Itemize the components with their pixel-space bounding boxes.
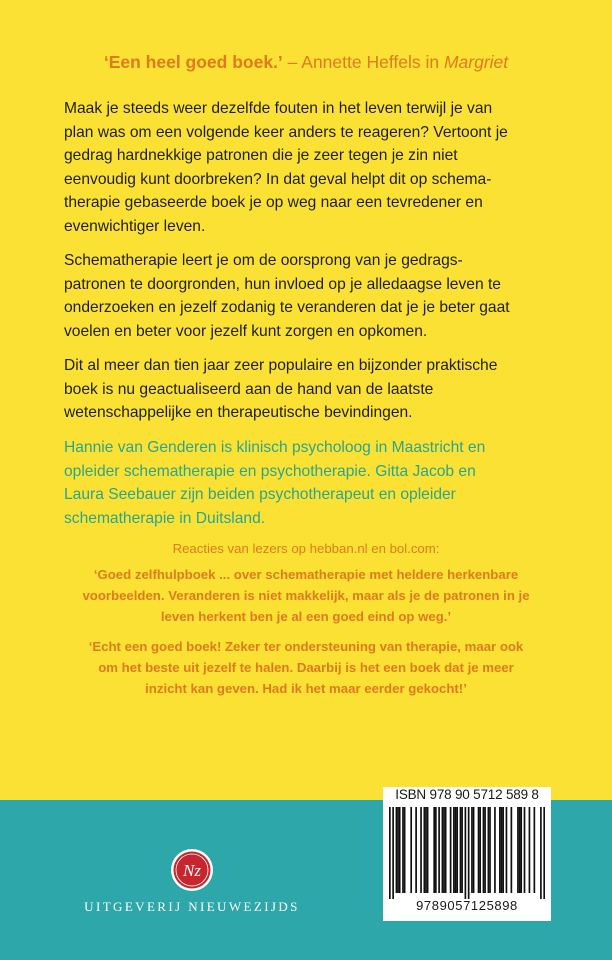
barcode-bar [471,807,473,893]
barcode-bar [445,807,447,893]
barcode-bar [460,807,462,893]
barcode-bar [453,807,455,893]
quote-source: Margriet [443,52,509,72]
quote-attribution: – Annette Heffels in [282,52,444,72]
barcode-bar [499,807,501,893]
barcode-bar [478,807,480,893]
reviews-heading: Reacties van lezers op hebban.nl en bol.com: [172,541,440,556]
text-line: ‘Goed zelfhulpboek ... over schematherapie met heldere herkenbare [93,567,519,582]
text-line: Maak je steeds weer dezelfde fouten in het leven terwijl je van [64,100,493,117]
text-line: Dit al meer dan tien jaar zeer populaire en bijzonder praktische [64,357,498,374]
barcode-bar [423,807,425,893]
barcode-bar [465,807,467,899]
text-line: voelen en beter voor jezelf kunt zorgen en opkomen. [64,322,428,340]
barcode-bar [396,807,398,893]
ean-number: 9789057125898 [416,898,518,913]
barcode-bar [397,807,399,893]
text-line: Schematherapie leert je om de oorsprong van je gedrags- [64,252,463,269]
text-line: opleider schematherapie en psychotherapie. Gitta Jacob en [64,462,476,480]
barcode-bar [534,807,536,893]
barcode-bar [433,807,435,893]
barcode-bars [389,807,545,899]
text-line: therapie gebaseerde boek je op weg naar een tevredener en [64,194,483,211]
text-line: inzicht kan geven. Had ik het maar eerder gekocht!’ [145,681,467,696]
text-line: om het beste uit jezelf te halen. Daarbij is het een boek dat je meer [98,660,514,675]
barcode-bar [399,807,401,893]
barcode-bar [479,807,481,893]
logo-monogram: Nz [183,861,201,880]
author-bio [64,436,554,530]
text-line: evenwichtiger leven. [64,217,206,235]
barcode-bar [484,807,486,893]
barcode-bar [519,807,521,893]
barcode-bar [450,807,452,893]
barcode-bar [506,807,508,893]
quote-text: ‘Een heel goed boek.’ [103,52,283,72]
text-line: schematherapie in Duitsland. [64,509,266,527]
barcode-bar [468,807,470,899]
barcode-bar [488,807,490,893]
barcode-bar [404,807,406,893]
text-line: voorbeelden. Veranderen is niet makkelijk, maar als je de patronen in je [82,588,530,603]
text-line: Hannie van Genderen is klinisch psycholoog in Maastricht en [64,439,486,456]
barcode-bar [473,807,475,893]
barcode-bar [402,807,404,893]
barcode-bar [540,807,542,899]
barcode-bar [415,807,417,893]
text-line: eenvoudig kunt doorbreken? In dat geval helpt dit op schema- [64,170,492,188]
publisher-logo-icon [170,848,214,892]
barcode-bar [392,807,394,899]
barcode-bar [494,807,496,893]
reader-review-2 [30,636,582,699]
barcode-bar [389,807,391,899]
text-line: leven herkent ben je al een goed eind op weg.’ [160,609,452,624]
barcode-bar [529,807,531,893]
text-line: Laura Seebauer zijn beiden psychotherapeut en opleider [64,486,456,503]
barcode-bar [435,807,437,893]
blurb-paragraph-2 [64,249,554,343]
barcode-bar [438,807,440,893]
barcode-bar [461,807,463,893]
barcode-bar [483,807,485,893]
blurb-paragraph-3 [64,354,554,425]
text-line: plan was om een volgende keer anders te reageren? Vertoont je [64,123,508,141]
barcode-bar [502,807,504,893]
barcode-bar [501,807,503,893]
praise-quote [0,52,612,73]
barcode-bar [410,807,412,893]
barcode-bar [524,807,526,893]
barcode-bar [455,807,457,893]
barcode [383,787,551,921]
text-line: boek is nu geactualiseerd aan de hand van de laatste [64,380,434,398]
text-line: wetenschappelijke en therapeutische bevindingen. [64,404,413,421]
barcode-bar [511,807,513,893]
barcode-bar [427,807,429,893]
barcode-bar [489,807,491,893]
text-line: gedrag hardnekkige patronen die je zeer tegen je zin niet [64,147,458,164]
barcode-bar [420,807,422,893]
barcode-bar [442,807,444,893]
barcode-bar [517,807,519,893]
blurb-paragraph-1 [64,97,554,238]
text-line: patronen te doorgronden, hun invloed op je alledaagse leven te [64,275,501,293]
publisher-name: UITGEVERIJ NIEUWEZIJDS [84,899,300,914]
barcode-bar [543,807,545,899]
text-line: onderzoeken en jezelf zodanig te veranderen dat je je beter gaat [64,299,510,316]
barcode-bar [456,807,458,893]
isbn-label: ISBN 978 90 5712 589 8 [395,787,539,802]
barcode-bar [443,807,445,893]
reader-review-1 [30,564,582,627]
text-line: ‘Echt een goed boek! Zeker ter ondersteuning van therapie, maar ook [88,639,524,654]
barcode-bar [520,807,522,893]
barcode-bar [425,807,427,893]
